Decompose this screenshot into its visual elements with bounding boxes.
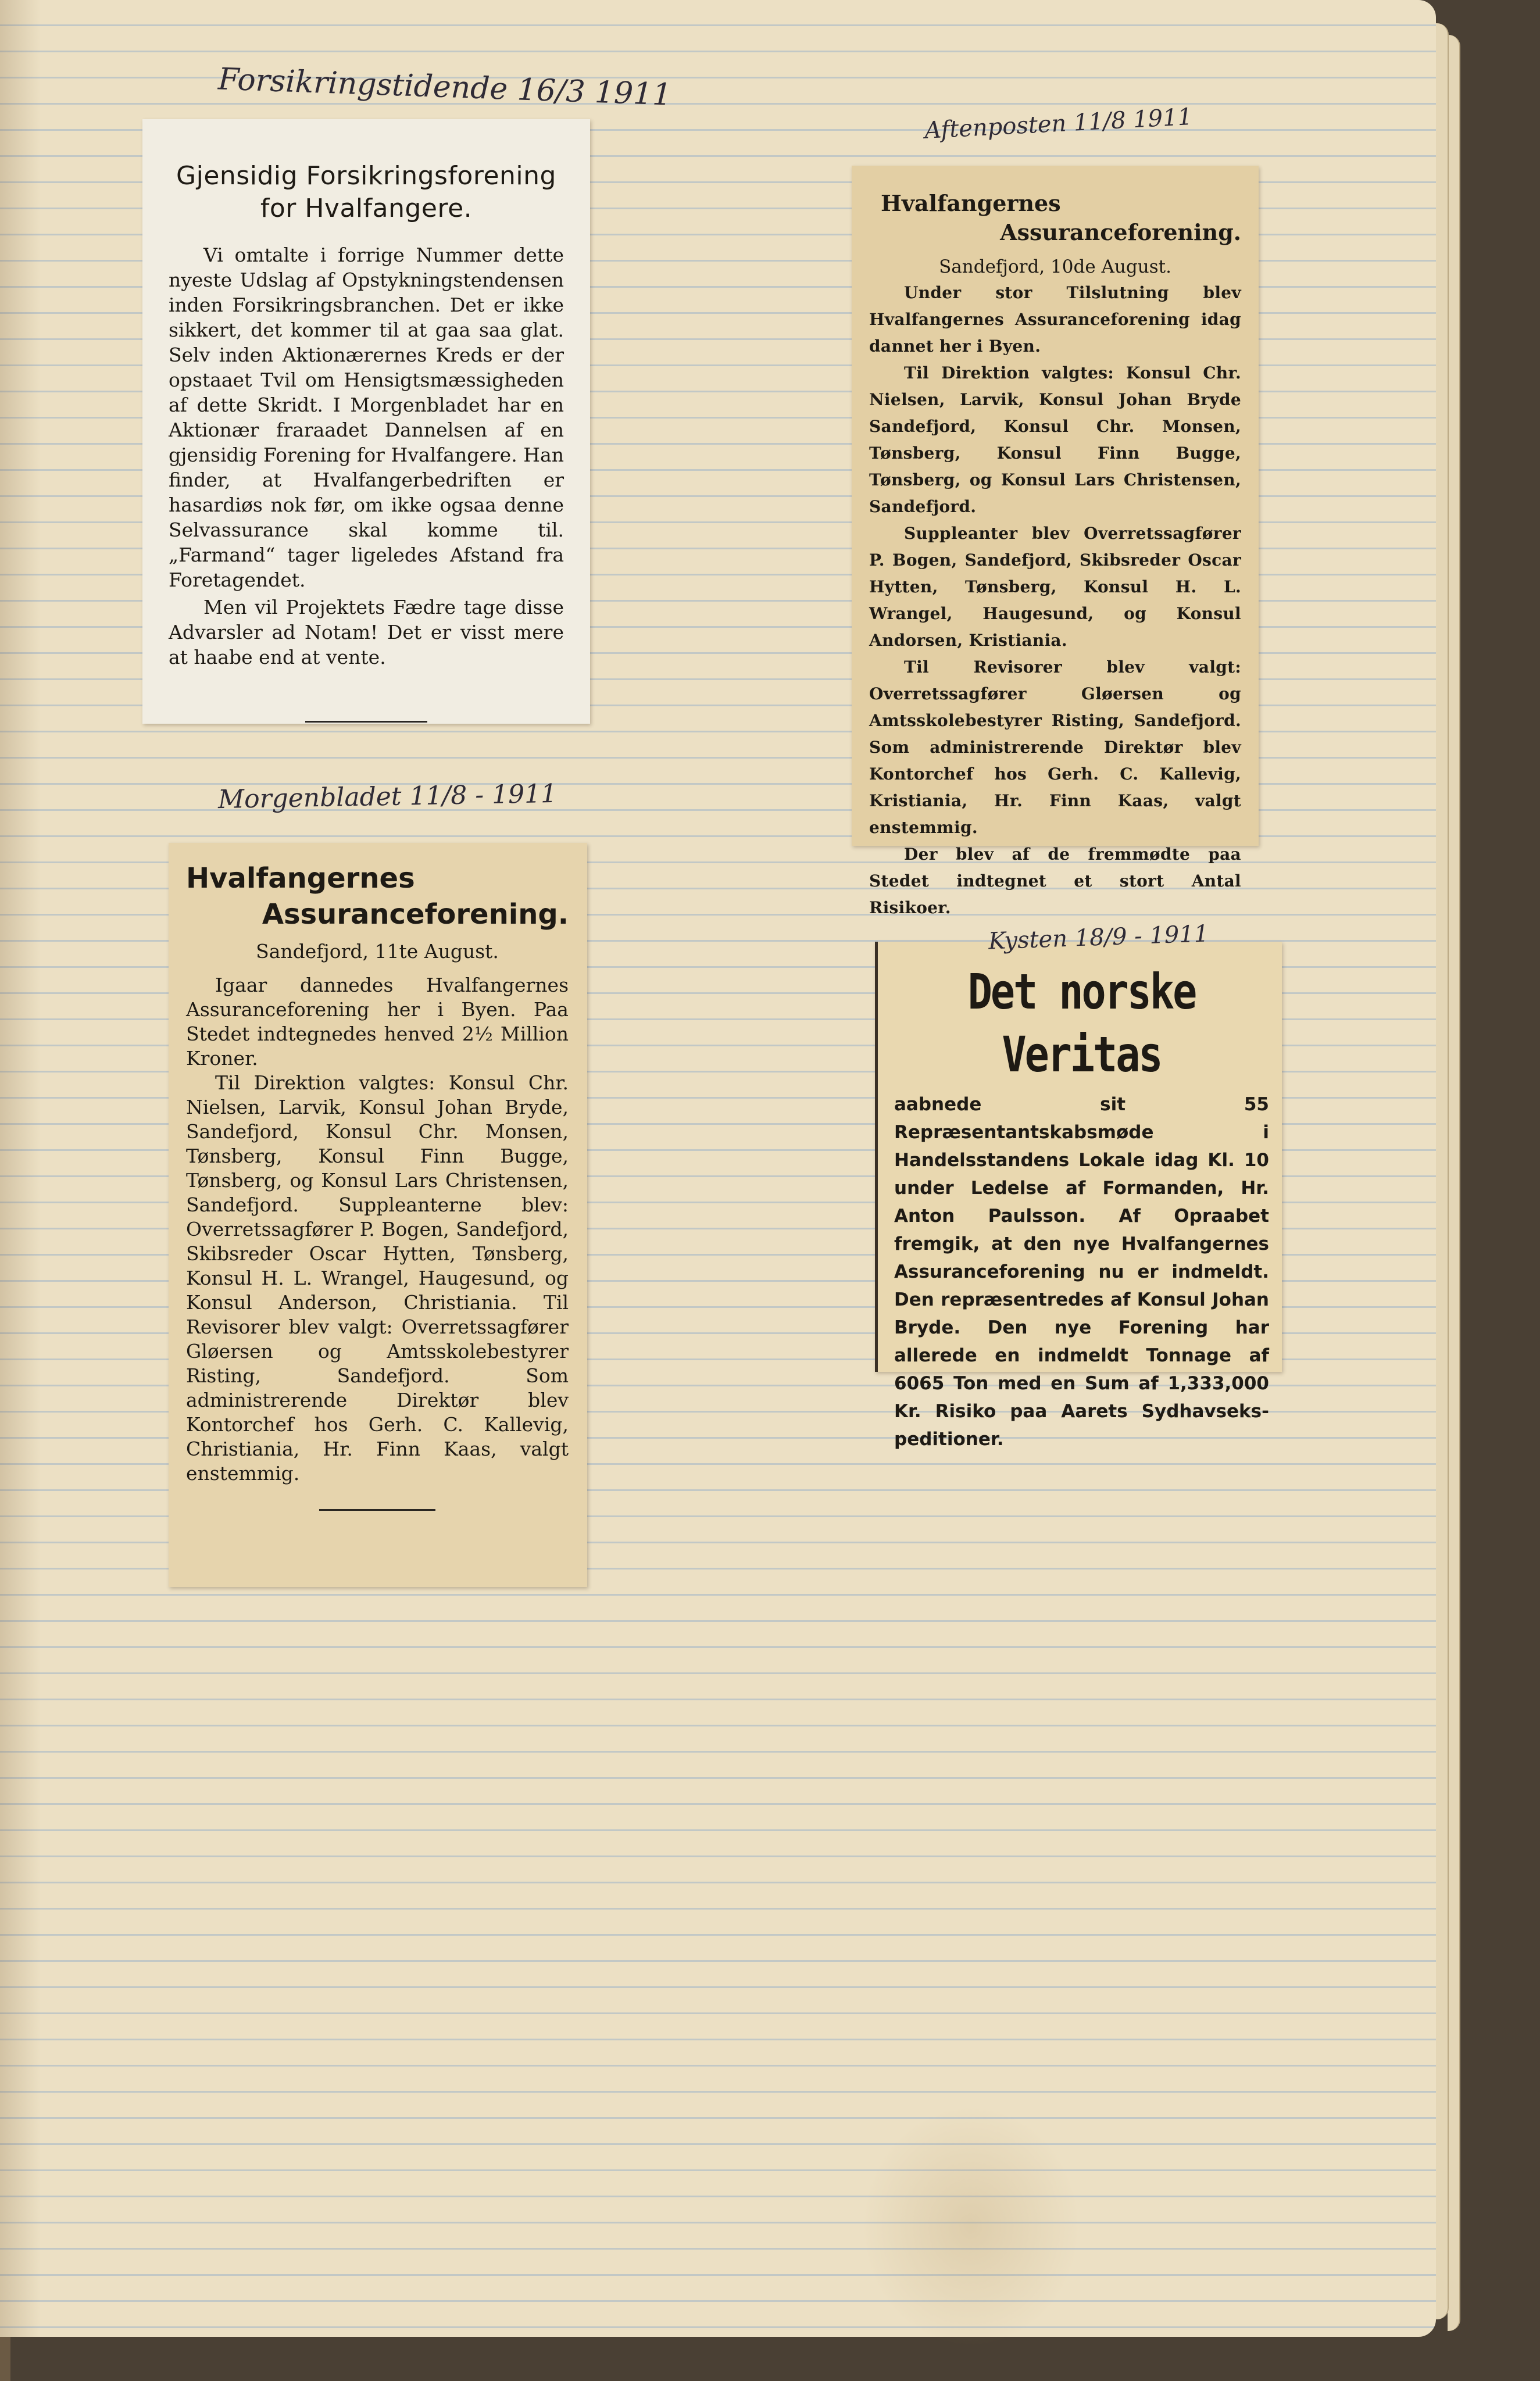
clipping-paragraph: Der blev af de fremmødte paa Stedet indtegnet et stort Antal Risikoer.	[869, 845, 1241, 917]
clipping-paragraph: Igaar dannedes Hvalfangernes Assuranceforening her i Byen. Paa Stedet indtegnedes henved 2½ Million Kroner.	[186, 974, 569, 1070]
clipping-heading-line1: Gjensidig Forsikringsforening	[176, 161, 556, 191]
clipping-aftenposten	[852, 166, 1259, 917]
clipping-paragraph: Under stor Tilslutning blev Hvalfangernes Assuranceforening idag dannet her i Byen.	[869, 283, 1241, 356]
clipping-heading-line2: Assuranceforening.	[262, 898, 569, 931]
handwritten-note-forsikringstidende: Forsikringstidende 16/3 1911	[217, 62, 673, 113]
clipping-paragraph: Til Revisorer blev valgt: Overretssagfører Gløersen og Amtsskolebestyrer Risting, Sandefjord. Som administrerende Direktør blev Kontorchef hos Gerh. C. Kallevig, Kristiania, Hr. Finn Kaas, valgt enstemmig.	[869, 657, 1241, 837]
clipping-paragraph: Men vil Projektets Fædre tage disse Advarsler ad Notam! Det er visst mere at haabe end at vente.	[169, 596, 564, 668]
clipping-paragraph: Suppleanter blev Overretssagfører P. Bogen, Sandefjord, Skibsreder Oscar Hytten, Tønsberg, Konsul H. L. Wrangel, Haugesund, og Konsul Andorsen, Kristiania.	[869, 524, 1241, 650]
clipping-divider	[319, 1509, 435, 1511]
clipping-kysten	[875, 942, 1282, 1450]
clipping-paragraph: Til Direktion valgtes: Konsul Chr. Nielsen, Larvik, Konsul Johan Bryde, Sandefjord, Konsul Chr. Monsen, Tønsberg, Konsul Finn Bugge, Tønsberg, og Konsul Lars Christensen, Sandefjord. Suppleanterne blev: Overretssagfører P. Bogen, Sandefjord, Skibsreder Oscar Hytten, Tønsberg, Konsul H. L. Wrangel, Haugesund, og Konsul Anderson, Christiania. Til Revisorer blev valgt: Overretssagfører Gløersen og Amtsskolebestyrer Risting, Sandefjord. Som administrerende Direktør blev Kontorchef hos Gerh. C. Kallevig, Christiania, Hr. Finn Kaas, valgt enstemmig.	[186, 1071, 569, 1485]
page-edge	[1448, 35, 1460, 2331]
page-stain	[860, 2104, 1081, 2348]
clipping-morgenbladet	[169, 843, 587, 1587]
handwritten-note-aftenposten: Aftenposten 11/8 1911	[924, 103, 1194, 145]
clipping-heading	[169, 160, 564, 225]
clipping-paragraph: Vi omtalte i forrige Nummer dette nyeste Udslag af Opstykningstendensen inden Forsikringsbranchen. Det er ikke sikkert, det kommer til at gaa saa glat. Selv inden Aktionærernes Kreds er der opstaaet Tvil om Hensigtsmæssigheden af dette Skridt. I Morgenbladet har en Aktionær fraraadet Dannelsen af en gjensidig Forening for Hvalfangere. Han finder, at Hvalfangerbedriften er hasardiøs nok før, om ikke ogsaa denne Selvassurance skal komme til. „Farmand“ tager ligeledes Afstand fra Foretagendet.	[169, 244, 564, 591]
clipping-divider	[305, 721, 427, 723]
clipping-forsikringstidende	[142, 119, 590, 724]
clipping-dateline: Sandefjord, 10de August.	[939, 256, 1171, 277]
clipping-paragraph: aabnede sit 55 Repræsentantskabsmøde i Handelsstandens Lokale idag Kl. 10 under Ledelse af Formanden, Hr. Anton Paulsson. Af Opraabet fremgik, at den nye Hvalfangernes Assuranceforening nu er indmeldt. Den repræsentredes af Konsul Johan Bryde. Den nye Forening har allerede en indmeldt Tonnage af 6065 Ton med en Sum af 1,333,000 Kr. Risiko paa Aarets Sydhavseks-peditioner.	[894, 1094, 1269, 1450]
clipping-heading-line1: Hvalfangernes	[881, 190, 1061, 216]
clipping-heading-line2: Assuranceforening.	[1000, 219, 1241, 245]
page-edge	[1436, 23, 1449, 2319]
clipping-heading-line1: Hvalfangernes	[186, 862, 415, 895]
clipping-paragraph: Til Direktion valgtes: Konsul Chr. Nielsen, Larvik, Konsul Johan Bryde Sandefjord, Konsul Chr. Monsen, Tønsberg, Konsul Finn Bugge, Tønsberg, og Konsul Lars Christensen, Sandefjord.	[869, 363, 1241, 516]
clipping-heading-line2: for Hvalfangere.	[260, 194, 473, 223]
clipping-heading: Det norske Veritas	[967, 963, 1196, 1084]
handwritten-note-morgenbladet: Morgenbladet 11/8 - 1911	[217, 778, 558, 815]
clipping-dateline: Sandefjord, 11te August.	[256, 940, 499, 963]
handwritten-note-kysten: Kysten 18/9 - 1911	[988, 920, 1209, 955]
